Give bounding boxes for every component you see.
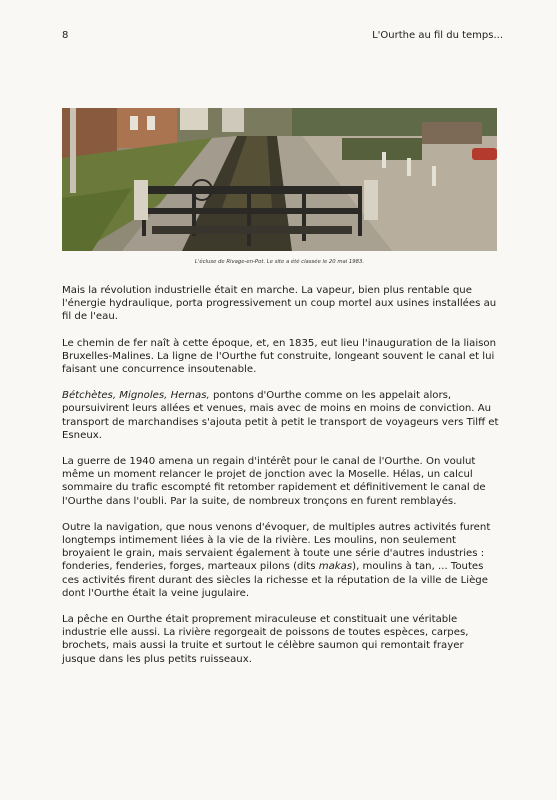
paragraph-3-rest: pontons d'Ourthe comme on les appelait alors, poursuivirent leurs allées et venues, mais avec de moins en moins de conviction. Au transport de marchandises s'ajouta petit à petit le transport de voyageurs vers Tilff et Esneux.: [62, 390, 499, 441]
photo-caption: L'écluse de Rivage-en-Pot. Le site a été classée le 20 mai 1983.: [194, 259, 365, 265]
paragraph-5: [62, 521, 500, 600]
makas-term: makas: [318, 561, 353, 573]
page-number: 8: [62, 30, 69, 41]
paragraph-5-after: ), moulins à tan, ... Toutes ces activités firent durant des siècles la richesse et la réputation de la ville de Liège dont l'Ourthe était la veine jugulaire.: [62, 561, 488, 599]
paragraph-3: [62, 389, 500, 442]
paragraph-4: La guerre de 1940 amena un regain d'intérêt pour le canal de l'Ourthe. On voulut même un moment relancer le projet de jonction avec la Moselle. Hélas, un calcul sommaire du trafic escompté fit retomber rapidement et définitivement le canal de l'Ourthe dans l'oubli. Par la suite, de nombreux tronçons en furent remblayés.: [62, 456, 486, 507]
boat-names: Bétchètes, Mignoles, Hernas,: [62, 390, 210, 402]
lock-photo-illustration: [62, 108, 497, 251]
body-text: [62, 284, 500, 679]
paragraph-6: La pêche en Ourthe était proprement miraculeuse et constituait une véritable industrie elle aussi. La rivière regorgeait de poissons de toutes espèces, carpes, brochets, mais aussi la truite et surtout le célèbre saumon qui remontait frayer jusque dans les plus petits ruisseaux.: [62, 614, 469, 665]
running-title: L'Ourthe au fil du temps...: [372, 30, 503, 41]
paragraph-2: Le chemin de fer naît à cette époque, et, en 1835, eut lieu l'inauguration de la liaison Bruxelles-Malines. La ligne de l'Ourthe fut construite, longeant souvent le canal et lui faisant une concurrence insoutenable.: [62, 337, 497, 376]
page-header: [62, 30, 503, 41]
paragraph-5-before: Outre la navigation, que nous venons d'évoquer, de multiples autres activités furent longtemps intimement liées à la vie de la rivière. Les moulins, non seulement broyaient le grain, mais servaient également à toute une série d'autres industries : fonderies, fenderies, forges, marteaux pilons (dits: [62, 521, 491, 573]
lock-photo: [62, 108, 497, 251]
paragraph-1: Mais la révolution industrielle était en marche. La vapeur, bien plus rentable que l'énergie hydraulique, porta progressivement un coup mortel aux usines installées au fil de l'eau.: [62, 285, 497, 323]
